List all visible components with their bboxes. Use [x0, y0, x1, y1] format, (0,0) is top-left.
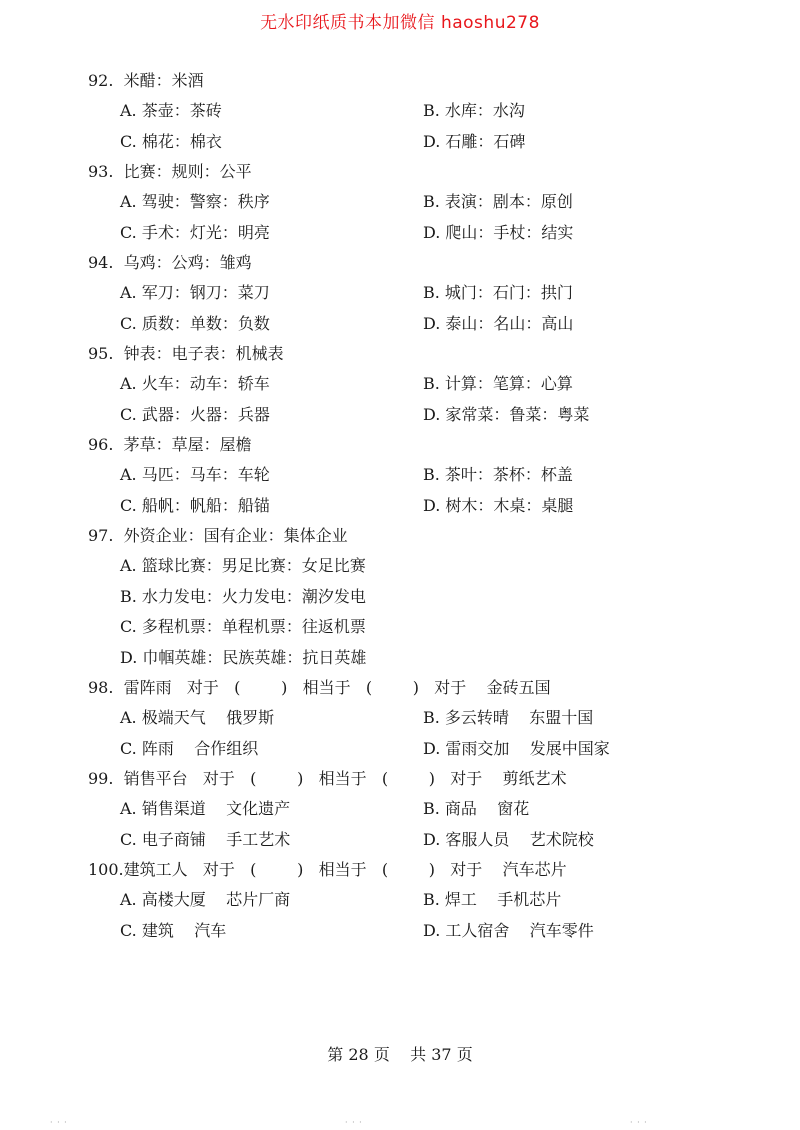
- question-block: [88, 764, 768, 855]
- answer-option: A. 驾驶：警察：秩序: [120, 192, 270, 211]
- answer-option: A. 篮球比赛：男足比赛：女足比赛: [120, 556, 366, 575]
- option-row: [88, 460, 768, 491]
- answer-option: D. 雷雨交加 发展中国家: [423, 738, 610, 758]
- answer-option: A. 高楼大厦 芯片厂商: [120, 890, 291, 909]
- option-row: [88, 218, 768, 249]
- option-row: [88, 734, 768, 765]
- option-row: [88, 96, 768, 127]
- question-stem: 93. 比赛：规则：公平: [88, 162, 252, 181]
- question-block: [88, 66, 768, 157]
- answer-option: C. 电子商铺 手工艺术: [120, 829, 291, 849]
- answer-option: B. 水力发电：火力发电：潮汐发电: [120, 586, 366, 606]
- option-row: [88, 825, 768, 856]
- question-stem: 92. 米醋：米酒: [88, 71, 204, 90]
- answer-option: C. 阵雨 合作组织: [120, 738, 259, 758]
- question-block: [88, 521, 768, 673]
- question-stem: 100.建筑工人 对于 ( ) 相当于 ( ) 对于 汽车芯片: [88, 860, 567, 879]
- answer-option: C. 船帆：帆船：船锚: [120, 495, 270, 515]
- answer-option: C. 质数：单数：负数: [120, 313, 270, 333]
- question-stem: 98. 雷阵雨 对于 ( ) 相当于 ( ) 对于 金砖五国: [88, 678, 551, 697]
- answer-option: A. 马匹：马车：车轮: [120, 465, 270, 484]
- answer-option: A. 极端天气 俄罗斯: [120, 708, 275, 727]
- question-stem: 95. 钟表：电子表：机械表: [88, 344, 284, 363]
- option-row: [88, 491, 768, 522]
- option-row: [88, 916, 768, 947]
- answer-option: A. 茶壶：茶砖: [120, 101, 222, 120]
- question-block: [88, 430, 768, 521]
- answer-option: B. 焊工 手机芯片: [423, 890, 562, 909]
- option-row: [88, 551, 768, 582]
- answer-option: B. 水库：水沟: [423, 101, 525, 120]
- question-block: [88, 339, 768, 430]
- option-row: [88, 612, 768, 643]
- answer-option: B. 茶叶：茶杯：杯盖: [423, 465, 573, 484]
- answer-option: C. 多程机票：单程机票：往返机票: [120, 617, 366, 636]
- answer-option: D. 爬山：手杖：结实: [423, 222, 574, 242]
- answer-option: C. 手术：灯光：明亮: [120, 222, 270, 242]
- option-row: [88, 278, 768, 309]
- answer-option: B. 计算：笔算：心算: [423, 374, 573, 393]
- option-row: [88, 127, 768, 158]
- answer-option: D. 巾帼英雄：民族英雄：抗日英雄: [120, 647, 367, 667]
- question-block: [88, 673, 768, 764]
- answer-option: D. 家常菜：鲁菜：粤菜: [423, 404, 590, 424]
- answer-option: A. 火车：动车：轿车: [120, 374, 270, 393]
- answer-option: C. 武器：火器：兵器: [120, 404, 270, 424]
- question-stem: 94. 乌鸡：公鸡：雏鸡: [88, 253, 252, 272]
- option-row: [88, 187, 768, 218]
- answer-option: D. 树木：木桌：桌腿: [423, 495, 574, 515]
- question-stem: 99. 销售平台 对于 ( ) 相当于 ( ) 对于 剪纸艺术: [88, 769, 567, 788]
- option-row: [88, 400, 768, 431]
- option-row: [88, 309, 768, 340]
- answer-option: D. 客服人员 艺术院校: [423, 829, 594, 849]
- question-stem: 97. 外资企业：国有企业：集体企业: [88, 526, 348, 545]
- question-list: [88, 66, 768, 946]
- option-row: [88, 643, 768, 674]
- watermark-text: 无水印纸质书本加微信 haoshu278: [260, 13, 540, 33]
- answer-option: A. 销售渠道 文化遗产: [120, 799, 291, 818]
- question-block: [88, 855, 768, 946]
- answer-option: C. 建筑 汽车: [120, 920, 227, 940]
- page-number: 第 28 页 共 37 页: [327, 1045, 473, 1064]
- answer-option: B. 表演：剧本：原创: [423, 192, 573, 211]
- answer-option: D. 泰山：名山：高山: [423, 313, 574, 333]
- scan-speck: · · ·: [345, 1118, 363, 1127]
- question-block: [88, 248, 768, 339]
- scan-speck: · · ·: [630, 1118, 648, 1127]
- option-row: [88, 369, 768, 400]
- option-row: [88, 703, 768, 734]
- question-block: [88, 157, 768, 248]
- option-row: [88, 885, 768, 916]
- answer-option: B. 城门：石门：拱门: [423, 283, 573, 302]
- answer-option: B. 多云转晴 东盟十国: [423, 708, 594, 727]
- answer-option: B. 商品 窗花: [423, 799, 530, 818]
- option-row: [88, 582, 768, 613]
- answer-option: D. 工人宿舍 汽车零件: [423, 920, 594, 940]
- answer-option: A. 军刀：钢刀：菜刀: [120, 283, 270, 302]
- option-row: [88, 794, 768, 825]
- scan-speck: · · ·: [50, 1118, 68, 1127]
- question-stem: 96. 茅草：草屋：屋檐: [88, 435, 252, 454]
- answer-option: C. 棉花：棉衣: [120, 131, 222, 151]
- answer-option: D. 石雕：石碑: [423, 131, 526, 151]
